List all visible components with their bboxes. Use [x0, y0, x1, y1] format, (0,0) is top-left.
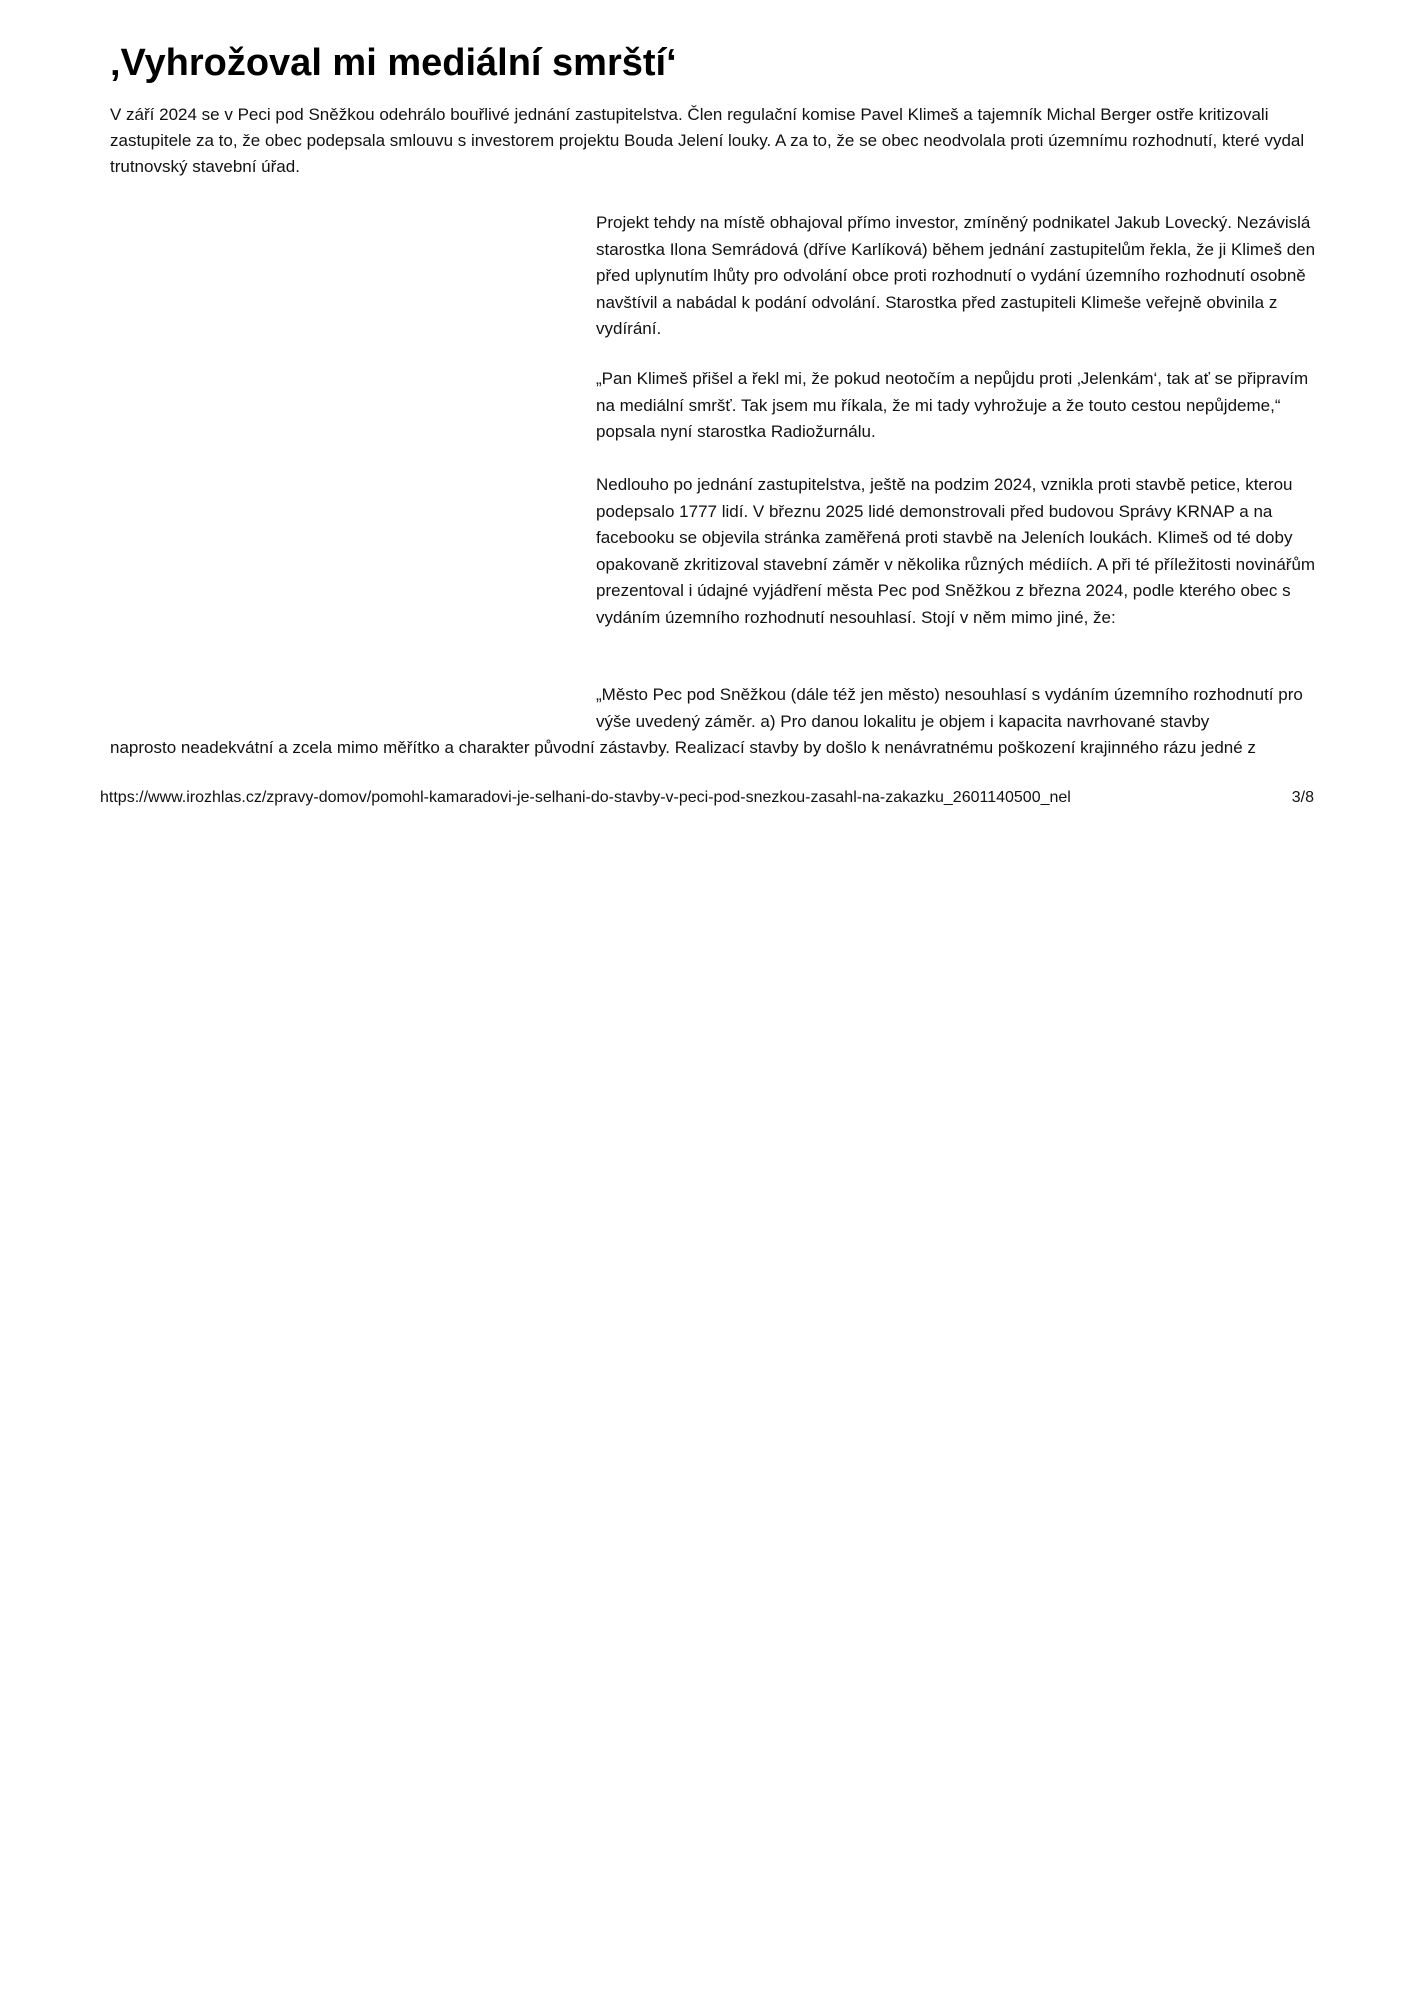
body-paragraph-1: Projekt tehdy na místě obhajoval přímo investor, zmíněný podnikatel Jakub Lovecký. Nezávislá starostka Ilona Semrádová (dříve Karlíková) během jednání zastupitelům řekla, že ji Klimeš den před uplynutím lhůty pro odvolání obce proti rozhodnutí o vydání územního rozhodnutí osobně navštívil a nabádal k podání odvolání. Starostka před zastupiteli Klimeše veřejně obvinila z vydírání. — [596, 213, 1316, 338]
page-title: ‚Vyhrožoval mi mediální smrští‘ — [110, 42, 677, 84]
lead-paragraph: V září 2024 se v Peci pod Sněžkou odehrálo bouřlivé jednání zastupitelstva. Člen regulační komise Pavel Klimeš a tajemník Michal Berger ostře kritizovali zastupitele za to, že obec podepsala smlouvu s investorem projektu Bouda Jelení louky. A za to, že se obec neodvolala proti územnímu rozhodnutí, které vydal trutnovský stavební úřad. — [110, 105, 1305, 176]
page-footer — [100, 784, 1316, 812]
image-placeholder — [110, 210, 570, 700]
body-paragraph-3: Nedlouho po jednání zastupitelstva, ještě na podzim 2024, vznikla proti stavbě petice, kterou podepsalo 1777 lidí. V březnu 2025 lidé demonstrovali před budovou Správy KRNAP a na facebooku se objevila stránka zaměřená proti stavbě na Jeleních loukách. Klimeš od té doby opakovaně zkritizoval stavební záměr v několika různých médiích. A při té příležitosti novinářům prezentoval i údajné vyjádření města Pec pod Sněžkou z března 2024, podle kterého obec s vydáním územního rozhodnutí nesouhlasí. Stojí v něm mimo jiné, že: — [596, 475, 1316, 627]
body-paragraph-4-continuation: naprosto neadekvátní a zcela mimo měřítko a charakter původní zástavby. Realizací stavby by došlo k nenávratnému poškození krajinného rázu jedné z — [110, 738, 1256, 757]
page-number: 3/8 — [1291, 789, 1314, 806]
body-paragraph-2: „Pan Klimeš přišel a řekl mi, že pokud neotočím a nepůjdu proti ‚Jelenkám‘, tak ať se připravím na mediální smršť. Tak jsem mu říkala, že mi tady vyhrožuje a že touto cestou nepůjdeme,“ popsala nyní starostka Radiožurnálu. — [596, 369, 1309, 441]
footer-url[interactable]: https://www.irozhlas.cz/zpravy-domov/pomohl-kamaradovi-je-selhani-do-stavby-v-peci-pod-snezkou-zasahl-na-zakazku_2601140500_nel — [100, 789, 1071, 806]
body-paragraph-4: „Město Pec pod Sněžkou (dále též jen město) nesouhlasí s vydáním územního rozhodnutí pro výše uvedený záměr. a) Pro danou lokalitu je objem i kapacita navrhované stavby — [596, 685, 1303, 731]
